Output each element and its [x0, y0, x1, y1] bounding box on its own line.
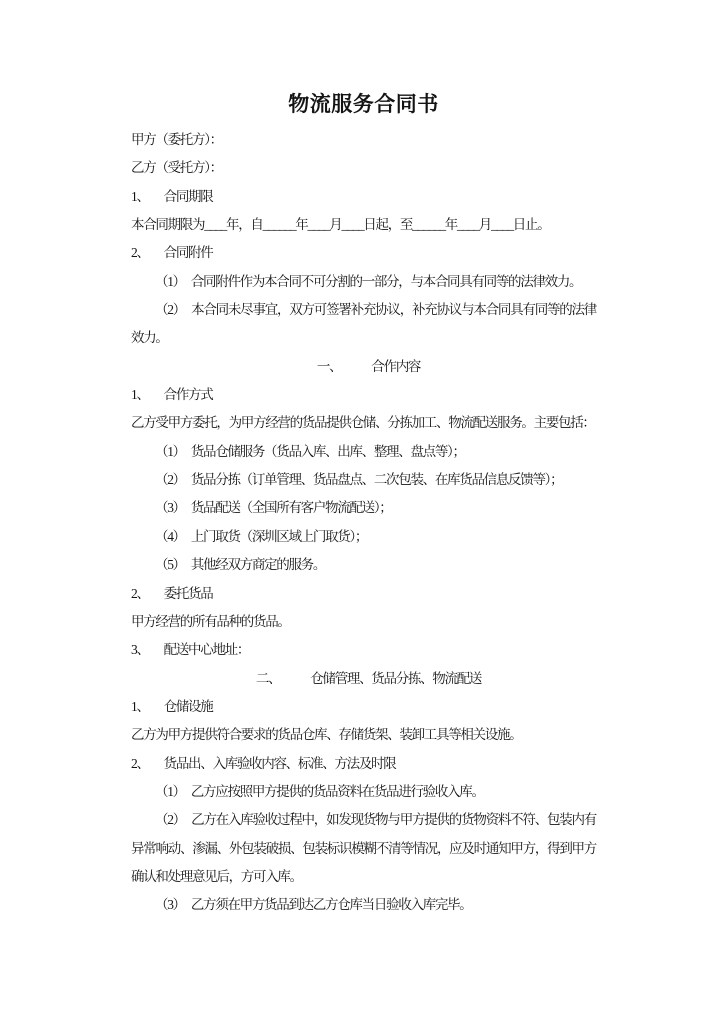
- item-number: （3）: [155, 500, 185, 516]
- item-text: 上门取货（深圳区域上门取货）；: [190, 528, 368, 544]
- entrusted-goods-line: 甲方经营的所有品种的货品。: [131, 613, 290, 629]
- clause-label: 委托货品: [163, 585, 213, 601]
- clause-number: 2、: [131, 585, 149, 601]
- section-number: 一、: [316, 358, 342, 374]
- clause-cooperation-mode-heading: [131, 381, 596, 409]
- section-two-heading: [131, 665, 596, 693]
- service-item-1: [131, 438, 596, 466]
- item-text: 合同附件作为本合同不可分割的一部分，与本合同具有同等的法律效力。: [190, 273, 582, 289]
- clause-number: 1、: [131, 188, 149, 204]
- item-number: （5）: [155, 557, 185, 573]
- clause-delivery-center-heading: [131, 636, 596, 664]
- cooperation-intro-line: 乙方受甲方委托，为甲方经营的货品提供仓储、分拣加工、物流配送服务。主要包括：: [131, 415, 595, 431]
- clause-label: 货品出、入库验收内容、标准、方法及时限: [163, 755, 396, 771]
- clause-inspection-heading: [131, 750, 596, 778]
- clause-label: 合同附件: [163, 245, 213, 261]
- item-text: 乙方应按照甲方提供的货品资料在货品进行验收入库。: [190, 783, 484, 799]
- clause-number: 2、: [131, 755, 149, 771]
- item-text: 乙方在入库验收过程中，如发现货物与甲方提供的货物资料不符、包装内有异常响动、渗漏、外包装破损、包装标识模糊不清等情况，应及时通知甲方，得到甲方确认和处理意见后，方可入库。: [131, 812, 596, 884]
- inspection-item-2: [131, 806, 596, 891]
- party-a-line: 甲方（委托方）：: [131, 132, 222, 147]
- attachments-item-2: [131, 296, 596, 353]
- contract-term-blanks-line: 本合同期限为____年，自______年____月____日起，至______年____月____日止。: [131, 217, 550, 233]
- item-text: 货品配送（全国所有客户物流配送）；: [190, 500, 392, 516]
- item-number: （2）: [155, 472, 185, 488]
- clause-number: 1、: [131, 387, 149, 403]
- clause-contract-term-heading: [131, 183, 596, 211]
- clause-label: 配送中心地址：: [163, 642, 250, 658]
- item-number: （2）: [155, 812, 186, 828]
- clause-label: 合作方式: [163, 387, 213, 403]
- item-text: 其他经双方商定的服务。: [190, 557, 326, 573]
- item-text: 本合同未尽事宜，双方可签署补充协议，补充协议与本合同具有同等的法律效力。: [131, 302, 596, 346]
- item-text: 货品仓储服务（货品入库、出库、整理、盘点等）；: [190, 443, 465, 459]
- item-number: （2）: [155, 302, 186, 318]
- clause-number: 1、: [131, 698, 149, 714]
- item-number: （4）: [155, 528, 185, 544]
- storage-facilities-line: 乙方为甲方提供符合要求的货品仓库、存储货架、装卸工具等相关设施。: [131, 727, 522, 743]
- item-number: （3）: [155, 897, 185, 913]
- item-text: 乙方须在甲方货品到达乙方仓库当日验收入库完毕。: [190, 897, 472, 913]
- document-title: 物流服务合同书: [288, 92, 439, 116]
- section-number: 二、: [255, 670, 281, 686]
- service-item-2: [131, 466, 596, 494]
- clause-entrusted-goods-heading: [131, 580, 596, 608]
- clause-label: 合同期限: [163, 188, 213, 204]
- section-label: 合作内容: [371, 358, 421, 374]
- section-one-heading: [131, 353, 596, 381]
- clause-attachments-heading: [131, 239, 596, 267]
- service-item-5: [131, 551, 596, 579]
- section-label: 仓储管理、货品分拣、物流配送: [310, 670, 482, 686]
- inspection-item-1: [131, 778, 596, 806]
- clause-label: 仓储设施: [163, 698, 213, 714]
- service-item-3: [131, 494, 596, 522]
- item-text: 货品分拣（订单管理、货品盘点、二次包装、在库货品信息反馈等）；: [190, 472, 563, 488]
- clause-number: 3、: [131, 642, 149, 658]
- party-b-line: 乙方（受托方）：: [131, 160, 222, 176]
- clause-storage-facilities-heading: [131, 693, 596, 721]
- attachments-item-1: [131, 268, 596, 296]
- service-item-4: [131, 523, 596, 551]
- clause-number: 2、: [131, 245, 149, 261]
- inspection-item-3: [131, 891, 596, 919]
- item-number: （1）: [155, 273, 185, 289]
- item-number: （1）: [155, 783, 185, 799]
- item-number: （1）: [155, 443, 185, 459]
